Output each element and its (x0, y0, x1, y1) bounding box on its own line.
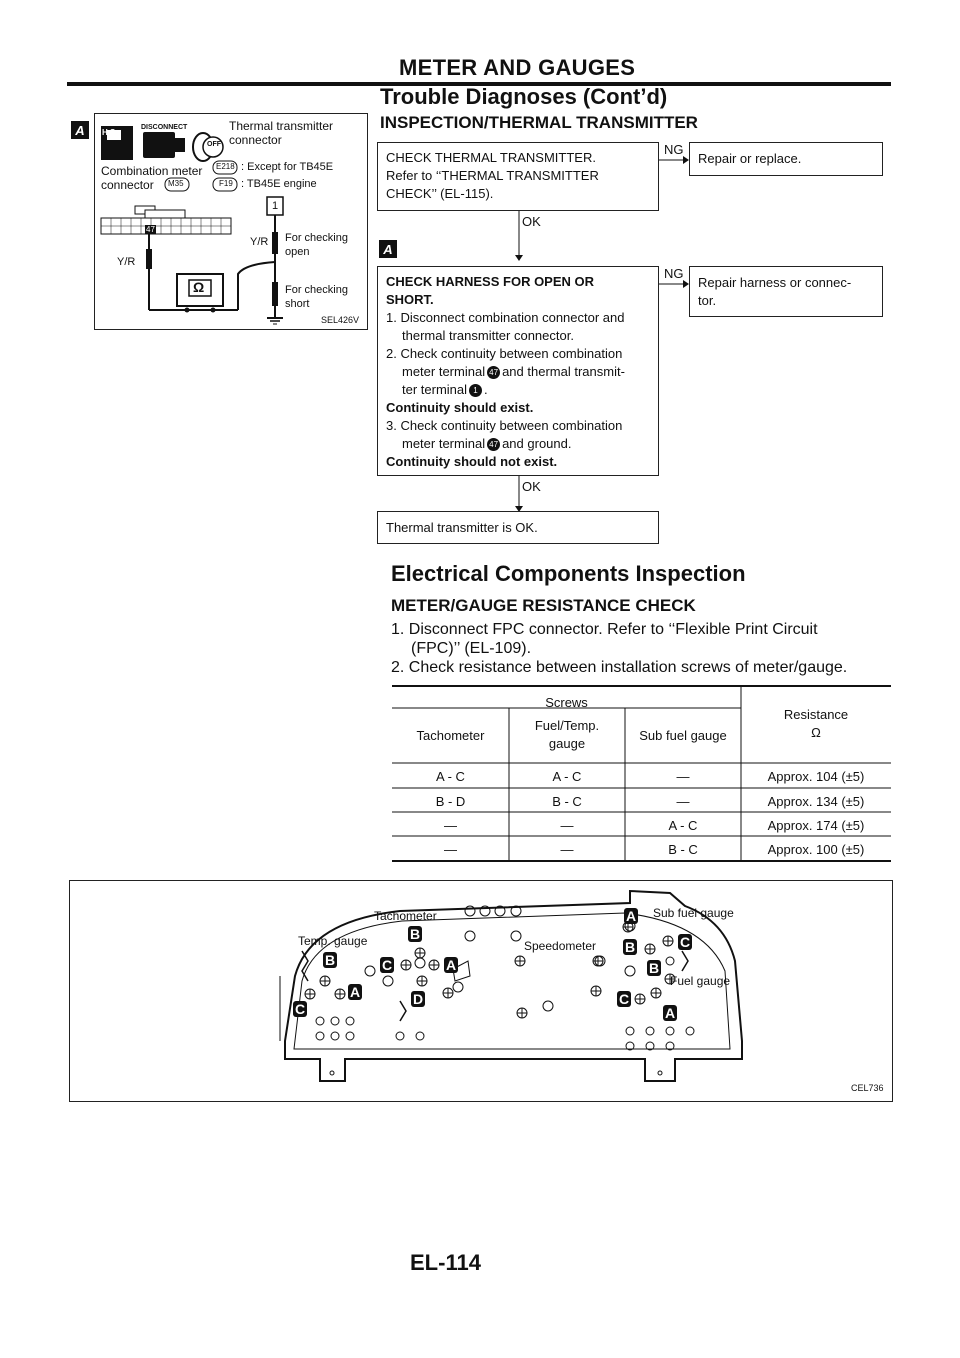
e218-label: E218 (216, 162, 235, 171)
harness-step3b-pre: meter terminal (402, 436, 486, 451)
ok-label-1: OK (522, 214, 541, 229)
point-b-fuel: B (648, 960, 660, 976)
ng-arrow-2 (659, 274, 689, 294)
check-open-label-2: open (285, 246, 310, 258)
engine-text: : TB45E engine (241, 178, 317, 190)
step2-text: 2. Check resistance between installation screws of meter/gauge. (391, 659, 848, 676)
col-header-sub-fuel: Sub fuel gauge (639, 728, 727, 743)
table-cell: — (560, 818, 574, 833)
point-c-fuel: C (618, 991, 630, 1007)
table-header-ohm: Ω (811, 725, 821, 740)
check-short-label-2: short (285, 298, 310, 310)
result2-line2: tor. (698, 293, 717, 308)
figure-code-sel426v: SEL426V (321, 315, 360, 325)
thermal-transmitter-figure (94, 113, 368, 330)
harness-step2b-pre: meter terminal (402, 364, 486, 379)
step1-line1: 1. Disconnect FPC connector. Refer to ‘‘Flexible Print Circuit (391, 621, 818, 638)
meter-cluster-diagram (70, 881, 892, 1101)
terminal-47-icon-2: 47 (487, 438, 500, 451)
terminal-1-label: 1 (272, 200, 279, 212)
resistance-check-heading: METER/GAUGE RESISTANCE CHECK (391, 596, 696, 615)
table-cell: — (676, 769, 690, 784)
ng-label-1: NG (664, 142, 684, 157)
table-cell: A - C (552, 769, 582, 784)
terminal-47-icon: 47 (487, 366, 500, 379)
ng-arrow-1 (659, 150, 689, 170)
harness-step1b: thermal transmitter connector. (402, 328, 574, 343)
table-cell: — (676, 794, 690, 809)
table-cell: A - C (436, 769, 465, 784)
result-repair-harness (689, 266, 883, 317)
label-temp-gauge: Temp. gauge (298, 934, 368, 948)
label-speedometer: Speedometer (524, 939, 597, 953)
harness-step3b (386, 435, 650, 453)
flow-box1-line1: CHECK THERMAL TRANSMITTER. (386, 150, 596, 165)
harness-step1a: 1. Disconnect combination connector and (386, 310, 625, 325)
combo-connector-label-2: connector (101, 178, 154, 192)
table-cell: Approx. 104 (±5) (767, 769, 865, 784)
f19-label: F19 (219, 179, 233, 188)
yr-left-label: Y/R (117, 256, 136, 268)
table-cell: B - D (435, 794, 466, 809)
page-number: EL-114 (410, 1250, 481, 1275)
point-d-tach: D (412, 991, 424, 1007)
harness-note1: Continuity should exist. (386, 400, 534, 415)
m35-label: M35 (168, 179, 184, 188)
table-cell: B - C (668, 842, 698, 857)
result-transmitter-ok: Thermal transmitter is OK. (377, 511, 659, 544)
step-badge-icon-2: A (379, 240, 397, 258)
ohm-symbol: Ω (193, 279, 205, 295)
harness-step3b-post: and ground. (502, 436, 572, 451)
section-header-title: METER AND GAUGES (399, 55, 636, 80)
table-cell: Approx. 174 (±5) (767, 818, 865, 833)
flow-box-check-harness (377, 266, 659, 476)
result-repair-replace: Repair or replace. (689, 142, 883, 176)
flow-box1-line2: Refer to ‘‘THERMAL TRANSMITTER (386, 168, 599, 183)
harness-step2a: 2. Check continuity between combination (386, 346, 623, 361)
off-label: OFF (207, 141, 221, 148)
point-c-tach: C (381, 957, 393, 973)
yr-right-label: Y/R (250, 236, 269, 248)
harness-step2b (386, 363, 650, 381)
col-header-fuel-2: gauge (548, 736, 586, 751)
col-header-fuel-1: Fuel/Temp. (534, 718, 600, 733)
check-open-label-1: For checking (285, 232, 348, 244)
inspection-heading: INSPECTION/THERMAL TRANSMITTER (380, 113, 698, 132)
label-sub-fuel-gauge: Sub fuel gauge (653, 906, 734, 920)
table-cell: B - C (552, 794, 582, 809)
harness-step2c-pre: ter terminal (402, 382, 468, 397)
label-fuel-gauge: Fuel gauge (670, 974, 731, 988)
point-c-sub: C (679, 934, 691, 950)
point-b-tach: B (409, 926, 421, 942)
ng-label-2: NG (664, 266, 684, 281)
label-tachometer: Tachometer (374, 909, 437, 923)
step1-line2: (FPC)’’ (EL-109). (411, 640, 532, 657)
point-b-sub: B (624, 939, 636, 955)
terminal-1-icon: 1 (469, 384, 482, 397)
disconnect-label: DISCONNECT (141, 124, 188, 131)
point-a-sub: A (625, 908, 637, 924)
harness-step2c (386, 381, 650, 399)
table-header-screws: Screws (545, 695, 588, 710)
harness-title-2: SHORT. (386, 292, 434, 307)
meter-cluster-figure (69, 880, 893, 1102)
flow-box-check-thermal (377, 142, 659, 211)
check-short-label-1: For checking (285, 284, 348, 296)
table-cell: — (560, 842, 574, 857)
components-inspection-heading: Electrical Components Inspection (391, 561, 746, 586)
ok-label-2: OK (522, 479, 541, 494)
table-cell: — (444, 842, 457, 857)
harness-title-1: CHECK HARNESS FOR OPEN OR (386, 274, 595, 289)
flow-box1-line3: CHECK’’ (EL-115). (386, 186, 494, 201)
table-cell: Approx. 100 (±5) (767, 842, 865, 857)
table-cell: Approx. 134 (±5) (767, 794, 865, 809)
harness-step2b-post: and thermal transmit- (502, 364, 625, 379)
harness-step3a: 3. Check continuity between combination (386, 418, 623, 433)
point-a-fuel: A (664, 1005, 676, 1021)
harness-step2c-post: . (484, 382, 488, 397)
step-badge-icon: A (71, 121, 89, 139)
except-text: : Except for TB45E (241, 161, 334, 173)
thermal-connector-label-2: connector (229, 133, 282, 147)
table-cell: A - C (668, 818, 698, 833)
result2-line1: Repair harness or connec- (698, 275, 852, 290)
point-c-temp: C (294, 1001, 306, 1017)
terminal-47-label: 47 (146, 225, 155, 234)
table-cell: — (444, 818, 457, 833)
hs-label: H.S. (102, 128, 118, 137)
col-header-tachometer: Tachometer (416, 728, 485, 743)
thermal-connector-label-1: Thermal transmitter (229, 119, 334, 133)
table-header-resistance: Resistance (783, 707, 849, 722)
section-header-subtitle: Trouble Diagnoses (Cont’d) (380, 84, 668, 109)
point-a-temp: A (349, 984, 361, 1000)
combo-connector-label-1: Combination meter (101, 164, 203, 178)
point-b-temp: B (324, 952, 336, 968)
harness-note2: Continuity should not exist. (386, 454, 558, 469)
point-a-tach: A (445, 957, 457, 973)
figure-code-cel736: CEL736 (851, 1083, 884, 1093)
